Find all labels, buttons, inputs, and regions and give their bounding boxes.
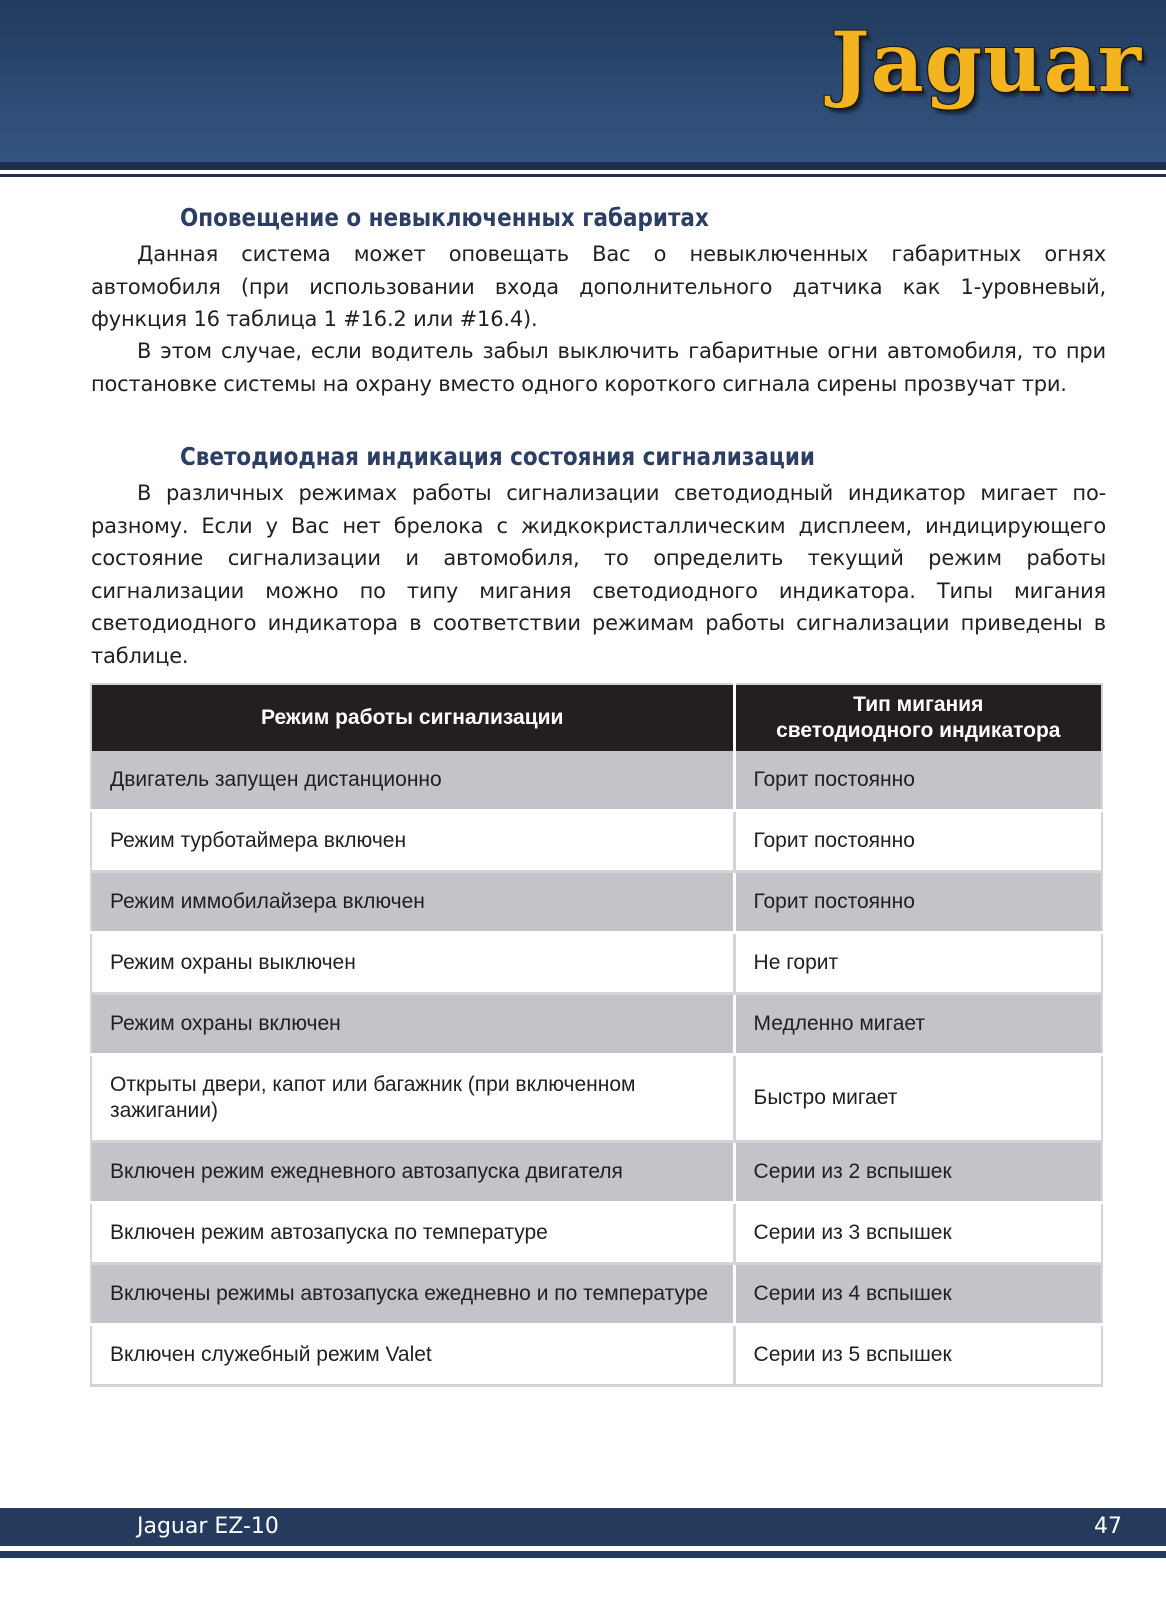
table-row xyxy=(91,1264,1102,1325)
column-header-blink-line1: Тип мигания xyxy=(853,693,984,716)
column-header-mode xyxy=(91,684,734,751)
table-row xyxy=(91,751,1102,811)
mode-cell: Режим иммобилайзера включен xyxy=(91,872,734,933)
page-number: 47 xyxy=(1094,1514,1122,1539)
section-title-led-indication: Светодиодная индикация состояния сигнализации xyxy=(180,442,815,471)
brand-logo: Jaguar xyxy=(830,15,1142,111)
table-row xyxy=(91,872,1102,933)
mode-cell: Двигатель запущен дистанционно xyxy=(91,751,734,811)
table-row xyxy=(91,1203,1102,1264)
blink-cell: Горит постоянно xyxy=(734,811,1102,872)
table-row xyxy=(91,933,1102,994)
blink-cell: Горит постоянно xyxy=(734,751,1102,811)
mode-cell: Режим охраны выключен xyxy=(91,933,734,994)
column-header-mode-label: Режим работы сигнализации xyxy=(261,706,564,729)
footer-model-name: Jaguar EZ-10 xyxy=(137,1514,279,1539)
table-header-row xyxy=(91,684,1102,751)
section-title-parking-lights: Оповещение о невыключенных габаритах xyxy=(180,203,709,232)
mode-cell: Включены режимы автозапуска ежедневно и по температуре xyxy=(91,1264,734,1325)
blink-cell: Горит постоянно xyxy=(734,872,1102,933)
mode-cell: Открыты двери, капот или багажник (при включенном зажигании) xyxy=(91,1055,734,1142)
section-paragraph: В различных режимах работы сигнализации светодиодный индикатор мигает по-разному. Если у Вас нет брелока с жидкокристаллическим дисплеем, индицирующего состояние сигнализации и автомобиля, то определить текущий режим работы сигнализации можно по типу мигания светодиодного индикатора. Типы мигания светодиодного индикатора в соответствии режимам работы сигнализации приведены в таблице. xyxy=(91,481,1106,668)
blink-cell: Медленно мигает xyxy=(734,994,1102,1055)
mode-cell: Включен режим автозапуска по температуре xyxy=(91,1203,734,1264)
blink-cell: Не горит xyxy=(734,933,1102,994)
header-divider xyxy=(0,162,1166,170)
table-row xyxy=(91,1142,1102,1203)
column-header-blink-type xyxy=(734,684,1102,751)
blink-cell: Быстро мигает xyxy=(734,1055,1102,1142)
blink-cell: Серии из 4 вспышек xyxy=(734,1264,1102,1325)
footer-divider xyxy=(0,1551,1166,1558)
table-row xyxy=(91,994,1102,1055)
mode-cell: Включен режим ежедневного автозапуска двигателя xyxy=(91,1142,734,1203)
led-status-table xyxy=(90,683,1103,1387)
section-paragraph: В этом случае, если водитель забыл выключить габаритные огни автомобиля, то при постановке системы на охрану вместо одного короткого сигнала сирены прозвучат три. xyxy=(91,339,1106,396)
blink-cell: Серии из 3 вспышек xyxy=(734,1203,1102,1264)
mode-cell: Режим турботаймера включен xyxy=(91,811,734,872)
header-divider-thin xyxy=(0,174,1166,177)
blink-cell: Серии из 5 вспышек xyxy=(734,1325,1102,1386)
mode-cell: Включен служебный режим Valet xyxy=(91,1325,734,1386)
mode-cell: Режим охраны включен xyxy=(91,994,734,1055)
column-header-blink-line2: светодиодного индикатора xyxy=(776,719,1061,742)
table-row xyxy=(91,811,1102,872)
section-paragraph: Данная система может оповещать Вас о невыключенных габаритных огнях автомобиля (при использовании входа дополнительного датчика как 1-уровневый, функция 16 таблица 1 #16.2 или #16.4). xyxy=(91,242,1106,331)
blink-cell: Серии из 2 вспышек xyxy=(734,1142,1102,1203)
table-row xyxy=(91,1325,1102,1386)
table-row xyxy=(91,1055,1102,1142)
